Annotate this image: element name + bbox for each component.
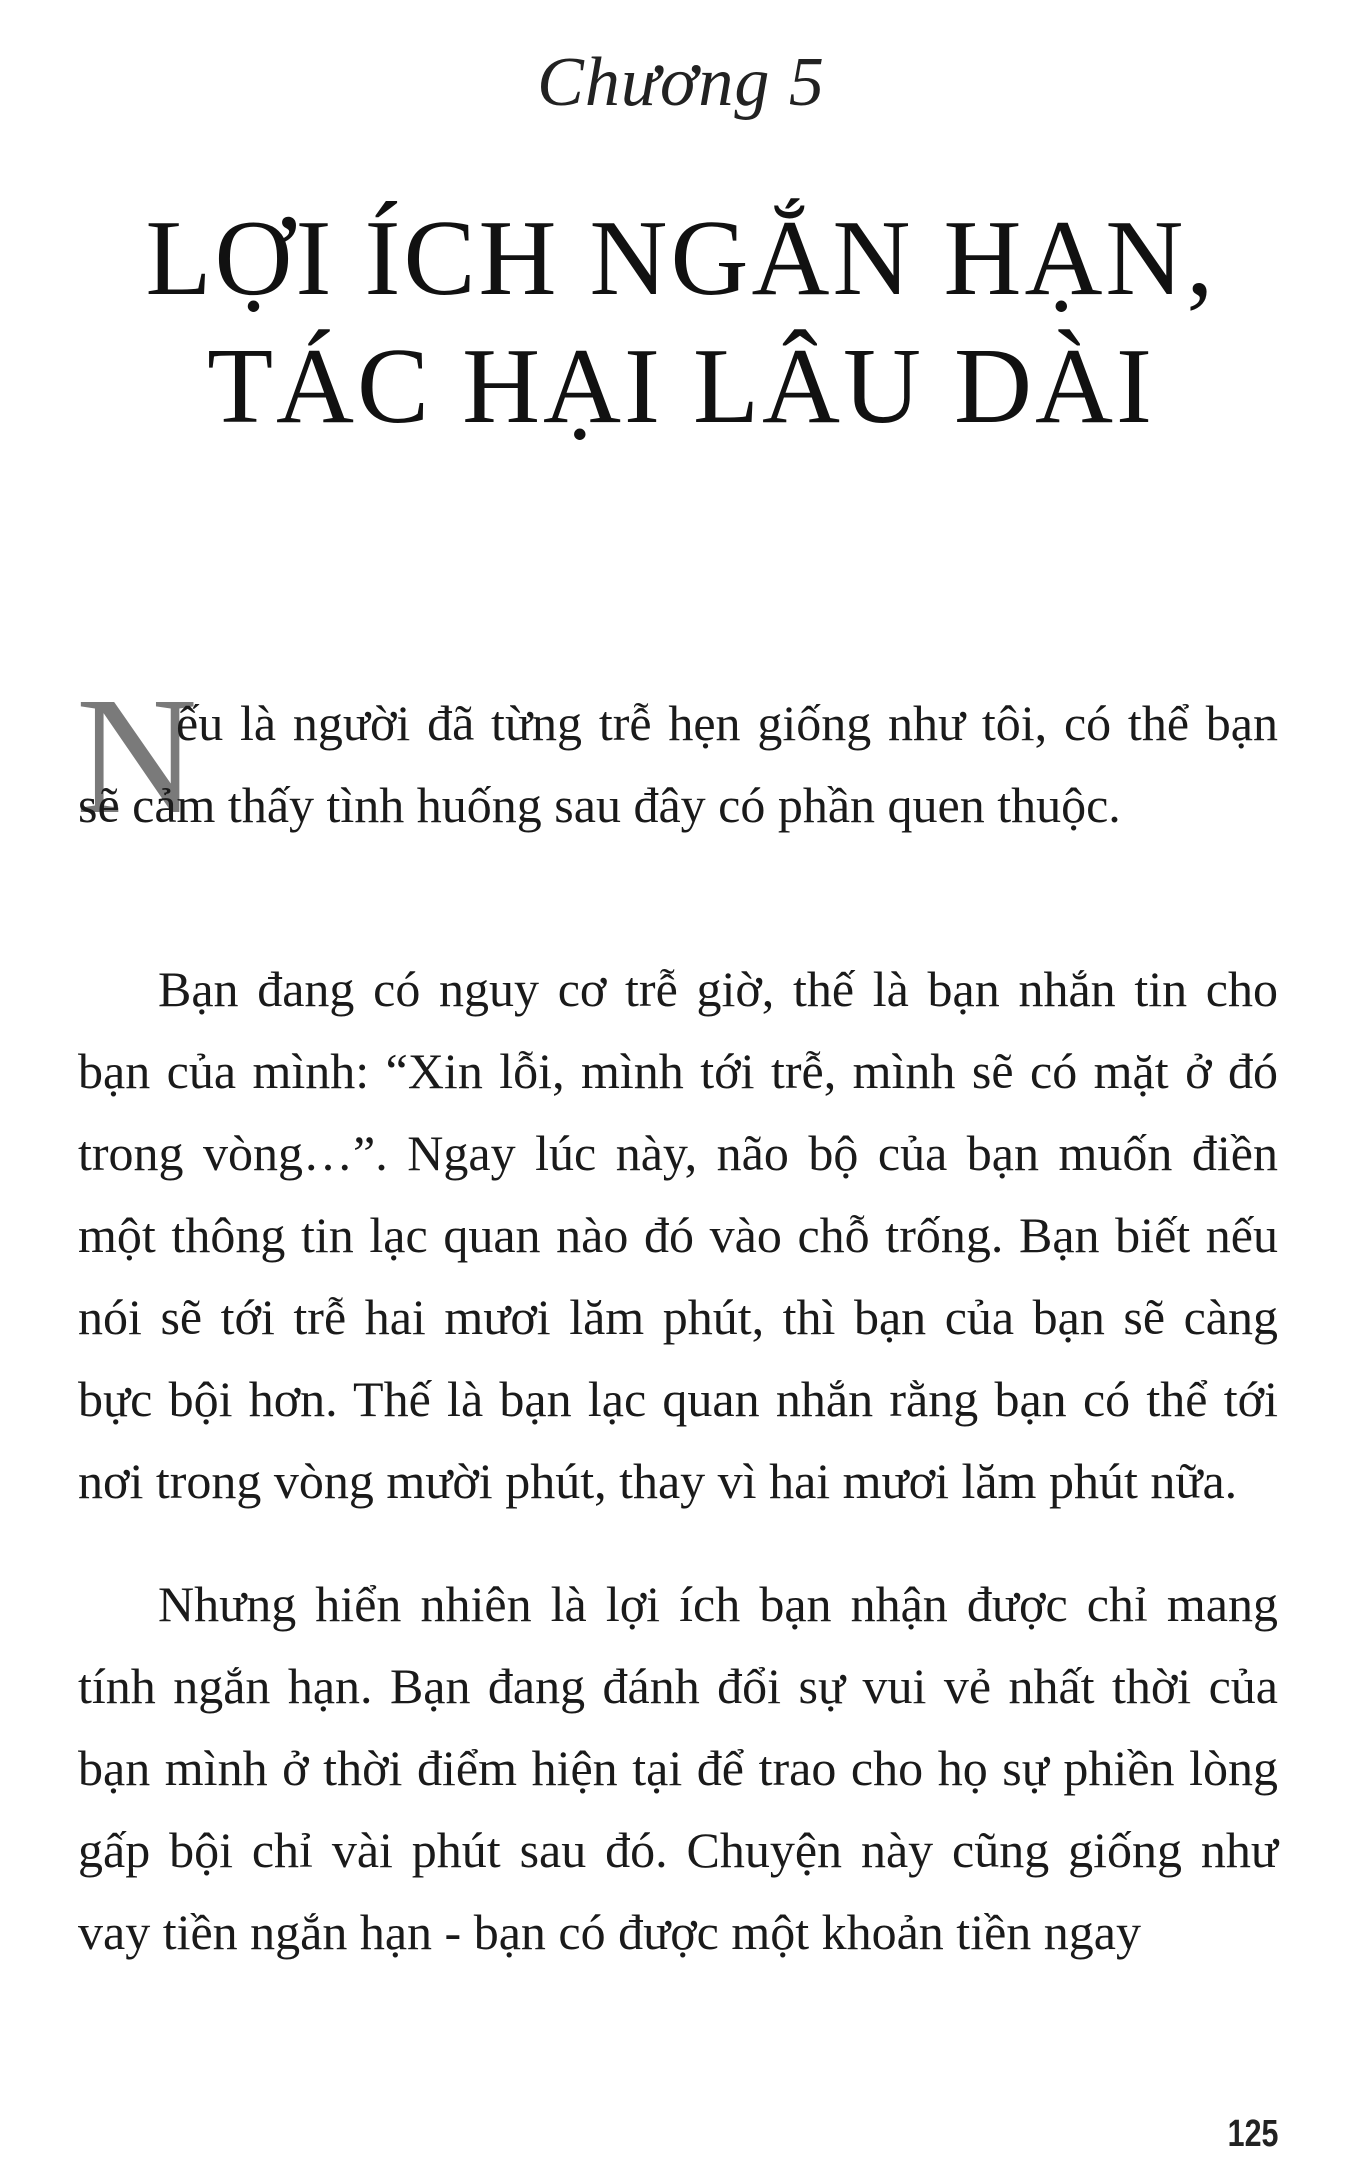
chapter-title xyxy=(0,195,1362,451)
paragraph-1-text: ếu là người đã từng trễ hẹn giống như tôi, có thể bạn sẽ cảm thấy tình huống sau đây có phần quen thuộc. xyxy=(78,695,1278,833)
paragraph-3: Nhưng hiển nhiên là lợi ích bạn nhận được chỉ mang tính ngắn hạn. Bạn đang đánh đổi sự vui vẻ nhất thời của bạn mình ở thời điểm hiện tại để trao cho họ sự phiền lòng gấp bội chỉ vài phút sau đó. Chuyện này cũng giống như vay tiền ngắn hạn - bạn có được một khoản tiền ngay xyxy=(78,1576,1278,1960)
chapter-title-line-1: LỢI ÍCH NGẮN HẠN, xyxy=(145,199,1217,318)
drop-cap: N xyxy=(76,663,198,849)
chapter-label: Chương 5 xyxy=(537,44,825,121)
paragraph-1 xyxy=(78,682,1278,846)
page-number: 125 xyxy=(1227,2113,1278,2155)
paragraph-2: Bạn đang có nguy cơ trễ giờ, thế là bạn nhắn tin cho bạn của mình: “Xin lỗi, mình tới trễ, mình sẽ có mặt ở đó trong vòng…”. Ngay lúc này, não bộ của bạn muốn điền một thông tin lạc quan nào đó vào chỗ trống. Bạn biết nếu nói sẽ tới trễ hai mươi lăm phút, thì bạn của bạn sẽ càng bực bội hơn. Thế là bạn lạc quan nhắn rằng bạn có thể tới nơi trong vòng mười phút, thay vì hai mươi lăm phút nữa. xyxy=(78,961,1278,1509)
chapter-title-line-2: TÁC HẠI LÂU DÀI xyxy=(207,327,1155,446)
